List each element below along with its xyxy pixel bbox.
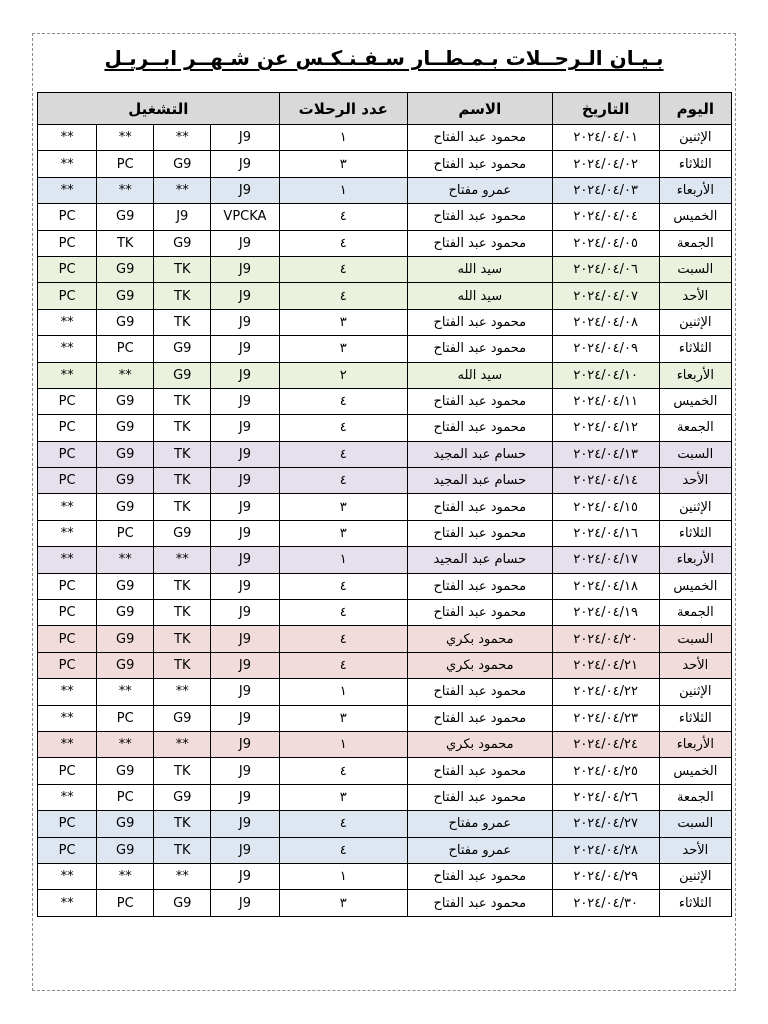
table-row [38, 204, 732, 230]
date-cell: ٢٠٢٤/٠٤/٠٢ [552, 151, 659, 177]
table-row [38, 652, 732, 678]
date-cell: ٢٠٢٤/٠٤/١٣ [552, 441, 659, 467]
name-cell: محمود عبد الفتاح [407, 125, 552, 151]
operation-cell: G9 [154, 151, 211, 177]
operation-cell: G9 [97, 652, 154, 678]
day-cell: الثلاثاء [659, 705, 731, 731]
operation-cell: J9 [211, 573, 279, 599]
flights-count-cell: ١ [279, 679, 407, 705]
operation-cell: TK [154, 494, 211, 520]
table-row [38, 309, 732, 335]
operation-cell: J9 [154, 204, 211, 230]
operation-cell: ** [38, 784, 97, 810]
operation-cell: G9 [97, 415, 154, 441]
operation-cell: PC [97, 784, 154, 810]
day-cell: السبت [659, 256, 731, 282]
date-cell: ٢٠٢٤/٠٤/٢٢ [552, 679, 659, 705]
operation-cell: PC [97, 890, 154, 916]
date-cell: ٢٠٢٤/٠٤/٢٦ [552, 784, 659, 810]
name-cell: عمرو مفتاح [407, 177, 552, 203]
operation-cell: J9 [211, 125, 279, 151]
day-cell: الثلاثاء [659, 890, 731, 916]
operation-cell: J9 [211, 890, 279, 916]
table-row [38, 468, 732, 494]
flights-count-cell: ٣ [279, 309, 407, 335]
operation-cell: J9 [211, 652, 279, 678]
operation-cell: ** [38, 705, 97, 731]
operation-cell: J9 [211, 336, 279, 362]
flights-count-cell: ٣ [279, 784, 407, 810]
operation-cell: J9 [211, 230, 279, 256]
date-cell: ٢٠٢٤/٠٤/٢٣ [552, 705, 659, 731]
flights-count-cell: ٣ [279, 705, 407, 731]
flights-count-cell: ٤ [279, 652, 407, 678]
operation-cell: PC [38, 652, 97, 678]
operation-cell: TK [154, 652, 211, 678]
operation-cell: ** [97, 863, 154, 889]
name-cell: سيد الله [407, 362, 552, 388]
table-header-row [38, 93, 732, 125]
operation-cell: J9 [211, 415, 279, 441]
table-row [38, 283, 732, 309]
date-cell: ٢٠٢٤/٠٤/١٥ [552, 494, 659, 520]
operation-cell: G9 [97, 758, 154, 784]
date-cell: ٢٠٢٤/٠٤/١٧ [552, 547, 659, 573]
name-cell: حسام عبد المجيد [407, 468, 552, 494]
table-row [38, 151, 732, 177]
operation-cell: ** [154, 731, 211, 757]
operation-cell: G9 [154, 362, 211, 388]
name-cell: محمود عبد الفتاح [407, 388, 552, 414]
operation-cell: TK [154, 283, 211, 309]
operation-cell: PC [38, 230, 97, 256]
name-cell: عمرو مفتاح [407, 811, 552, 837]
table-row [38, 494, 732, 520]
operation-cell: PC [38, 468, 97, 494]
operation-cell: TK [154, 388, 211, 414]
date-cell: ٢٠٢٤/٠٤/٠٣ [552, 177, 659, 203]
name-cell: سيد الله [407, 256, 552, 282]
operation-cell: PC [38, 204, 97, 230]
table-row [38, 441, 732, 467]
operation-cell: J9 [211, 837, 279, 863]
header-flights-count: عدد الرحلات [279, 93, 407, 125]
date-cell: ٢٠٢٤/٠٤/٠٦ [552, 256, 659, 282]
date-cell: ٢٠٢٤/٠٤/٢٠ [552, 626, 659, 652]
name-cell: عمرو مفتاح [407, 837, 552, 863]
operation-cell: G9 [97, 837, 154, 863]
operation-cell: TK [154, 573, 211, 599]
operation-cell: J9 [211, 177, 279, 203]
flights-table [37, 92, 732, 917]
operation-cell: G9 [97, 388, 154, 414]
operation-cell: J9 [211, 626, 279, 652]
operation-cell: G9 [154, 520, 211, 546]
flights-count-cell: ٤ [279, 415, 407, 441]
operation-cell: PC [38, 837, 97, 863]
name-cell: محمود عبد الفتاح [407, 679, 552, 705]
table-row [38, 547, 732, 573]
table-row [38, 230, 732, 256]
flights-count-cell: ١ [279, 547, 407, 573]
flights-count-cell: ٣ [279, 151, 407, 177]
table-row [38, 863, 732, 889]
day-cell: الخميس [659, 388, 731, 414]
operation-cell: J9 [211, 547, 279, 573]
day-cell: السبت [659, 441, 731, 467]
operation-cell: G9 [97, 283, 154, 309]
operation-cell: TK [154, 415, 211, 441]
operation-cell: ** [38, 679, 97, 705]
flights-count-cell: ١ [279, 731, 407, 757]
flights-count-cell: ١ [279, 125, 407, 151]
day-cell: الجمعة [659, 415, 731, 441]
operation-cell: ** [154, 177, 211, 203]
day-cell: الإثنين [659, 309, 731, 335]
name-cell: حسام عبد المجيد [407, 547, 552, 573]
operation-cell: PC [38, 600, 97, 626]
operation-cell: ** [38, 547, 97, 573]
operation-cell: ** [38, 731, 97, 757]
operation-cell: ** [97, 125, 154, 151]
day-cell: الأربعاء [659, 362, 731, 388]
operation-cell: J9 [211, 494, 279, 520]
operation-cell: ** [154, 125, 211, 151]
operation-cell: PC [38, 256, 97, 282]
operation-cell: PC [38, 573, 97, 599]
operation-cell: ** [154, 863, 211, 889]
name-cell: محمود عبد الفتاح [407, 573, 552, 599]
day-cell: الإثنين [659, 863, 731, 889]
name-cell: محمود عبد الفتاح [407, 494, 552, 520]
name-cell: محمود عبد الفتاح [407, 863, 552, 889]
flights-count-cell: ٤ [279, 388, 407, 414]
table-row [38, 388, 732, 414]
day-cell: الخميس [659, 204, 731, 230]
operation-cell: TK [154, 600, 211, 626]
operation-cell: ** [97, 362, 154, 388]
date-cell: ٢٠٢٤/٠٤/٠٤ [552, 204, 659, 230]
operation-cell: PC [38, 811, 97, 837]
header-name: الاسم [407, 93, 552, 125]
operation-cell: J9 [211, 784, 279, 810]
operation-cell: J9 [211, 362, 279, 388]
operation-cell: G9 [97, 600, 154, 626]
flights-count-cell: ٤ [279, 204, 407, 230]
date-cell: ٢٠٢٤/٠٤/٢١ [552, 652, 659, 678]
operation-cell: PC [38, 283, 97, 309]
day-cell: السبت [659, 811, 731, 837]
table-row [38, 705, 732, 731]
operation-cell: VPCKA [211, 204, 279, 230]
operation-cell: ** [38, 336, 97, 362]
date-cell: ٢٠٢٤/٠٤/٠٧ [552, 283, 659, 309]
flights-count-cell: ٣ [279, 336, 407, 362]
operation-cell: TK [97, 230, 154, 256]
operation-cell: J9 [211, 283, 279, 309]
operation-cell: J9 [211, 731, 279, 757]
operation-cell: PC [97, 151, 154, 177]
operation-cell: TK [154, 309, 211, 335]
operation-cell: TK [154, 441, 211, 467]
date-cell: ٢٠٢٤/٠٤/٠١ [552, 125, 659, 151]
flights-count-cell: ١ [279, 863, 407, 889]
table-row [38, 177, 732, 203]
table-row [38, 626, 732, 652]
date-cell: ٢٠٢٤/٠٤/٢٨ [552, 837, 659, 863]
operation-cell: J9 [211, 520, 279, 546]
flights-count-cell: ١ [279, 177, 407, 203]
day-cell: الإثنين [659, 679, 731, 705]
day-cell: الخميس [659, 758, 731, 784]
operation-cell: PC [97, 520, 154, 546]
table-row [38, 811, 732, 837]
operation-cell: ** [38, 177, 97, 203]
table-row [38, 758, 732, 784]
day-cell: الأحد [659, 283, 731, 309]
operation-cell: G9 [154, 784, 211, 810]
date-cell: ٢٠٢٤/٠٤/١٦ [552, 520, 659, 546]
flights-count-cell: ٣ [279, 494, 407, 520]
flights-count-cell: ٤ [279, 468, 407, 494]
table-row [38, 890, 732, 916]
name-cell: محمود عبد الفتاح [407, 151, 552, 177]
day-cell: الجمعة [659, 230, 731, 256]
name-cell: محمود عبد الفتاح [407, 784, 552, 810]
flights-count-cell: ٣ [279, 890, 407, 916]
operation-cell: TK [154, 256, 211, 282]
flights-count-cell: ٣ [279, 520, 407, 546]
operation-cell: ** [97, 547, 154, 573]
name-cell: سيد الله [407, 283, 552, 309]
operation-cell: PC [38, 758, 97, 784]
name-cell: محمود عبد الفتاح [407, 309, 552, 335]
flights-count-cell: ٤ [279, 230, 407, 256]
operation-cell: TK [154, 468, 211, 494]
day-cell: الأحد [659, 837, 731, 863]
operation-cell: J9 [211, 811, 279, 837]
operation-cell: ** [38, 151, 97, 177]
operation-cell: TK [154, 811, 211, 837]
day-cell: الثلاثاء [659, 520, 731, 546]
name-cell: محمود بكري [407, 731, 552, 757]
day-cell: الخميس [659, 573, 731, 599]
operation-cell: PC [97, 705, 154, 731]
day-cell: الثلاثاء [659, 151, 731, 177]
operation-cell: PC [38, 441, 97, 467]
header-date: التاريخ [552, 93, 659, 125]
operation-cell: ** [38, 362, 97, 388]
table-row [38, 336, 732, 362]
name-cell: محمود عبد الفتاح [407, 600, 552, 626]
operation-cell: ** [97, 731, 154, 757]
date-cell: ٢٠٢٤/٠٤/١٩ [552, 600, 659, 626]
table-row [38, 362, 732, 388]
name-cell: محمود بكري [407, 652, 552, 678]
table-row [38, 415, 732, 441]
operation-cell: J9 [211, 441, 279, 467]
date-cell: ٢٠٢٤/٠٤/٠٨ [552, 309, 659, 335]
operation-cell: J9 [211, 705, 279, 731]
date-cell: ٢٠٢٤/٠٤/٠٩ [552, 336, 659, 362]
operation-cell: J9 [211, 758, 279, 784]
flights-count-cell: ٤ [279, 837, 407, 863]
operation-cell: G9 [154, 705, 211, 731]
operation-cell: J9 [211, 468, 279, 494]
day-cell: الإثنين [659, 494, 731, 520]
operation-cell: ** [97, 679, 154, 705]
operation-cell: J9 [211, 863, 279, 889]
flights-count-cell: ٤ [279, 626, 407, 652]
operation-cell: TK [154, 837, 211, 863]
operation-cell: PC [38, 415, 97, 441]
day-cell: السبت [659, 626, 731, 652]
header-day: اليوم [659, 93, 731, 125]
operation-cell: ** [38, 494, 97, 520]
day-cell: الجمعة [659, 600, 731, 626]
day-cell: الأربعاء [659, 547, 731, 573]
operation-cell: ** [97, 177, 154, 203]
table-body [38, 125, 732, 917]
table-row [38, 731, 732, 757]
day-cell: الثلاثاء [659, 336, 731, 362]
operation-cell: TK [154, 626, 211, 652]
date-cell: ٢٠٢٤/٠٤/١٢ [552, 415, 659, 441]
day-cell: الأحد [659, 468, 731, 494]
name-cell: محمود عبد الفتاح [407, 204, 552, 230]
operation-cell: ** [38, 890, 97, 916]
flights-count-cell: ٤ [279, 441, 407, 467]
operation-cell: PC [38, 388, 97, 414]
operation-cell: J9 [211, 256, 279, 282]
flights-count-cell: ٤ [279, 600, 407, 626]
operation-cell: G9 [97, 626, 154, 652]
operation-cell: J9 [211, 151, 279, 177]
date-cell: ٢٠٢٤/٠٤/١٨ [552, 573, 659, 599]
table-row [38, 679, 732, 705]
operation-cell: J9 [211, 388, 279, 414]
operation-cell: PC [38, 626, 97, 652]
day-cell: الأربعاء [659, 177, 731, 203]
flights-count-cell: ٤ [279, 811, 407, 837]
operation-cell: ** [154, 547, 211, 573]
table-row [38, 125, 732, 151]
table-row [38, 837, 732, 863]
table-row [38, 573, 732, 599]
name-cell: محمود عبد الفتاح [407, 230, 552, 256]
date-cell: ٢٠٢٤/٠٤/٢٥ [552, 758, 659, 784]
operation-cell: TK [154, 758, 211, 784]
operation-cell: G9 [97, 204, 154, 230]
day-cell: الإثنين [659, 125, 731, 151]
day-cell: الأحد [659, 652, 731, 678]
date-cell: ٢٠٢٤/٠٤/٢٧ [552, 811, 659, 837]
operation-cell: G9 [154, 890, 211, 916]
day-cell: الجمعة [659, 784, 731, 810]
operation-cell: G9 [97, 256, 154, 282]
operation-cell: G9 [97, 573, 154, 599]
operation-cell: ** [38, 520, 97, 546]
operation-cell: ** [154, 679, 211, 705]
operation-cell: J9 [211, 679, 279, 705]
date-cell: ٢٠٢٤/٠٤/٣٠ [552, 890, 659, 916]
flights-count-cell: ٤ [279, 283, 407, 309]
operation-cell: J9 [211, 309, 279, 335]
date-cell: ٢٠٢٤/٠٤/٠٥ [552, 230, 659, 256]
date-cell: ٢٠٢٤/٠٤/٢٩ [552, 863, 659, 889]
name-cell: محمود عبد الفتاح [407, 520, 552, 546]
operation-cell: G9 [97, 309, 154, 335]
document-title: بـيـان الـرحــلات بـمـطــار سـفـنـكـس عن شـهــر ابــريـل [104, 46, 664, 70]
name-cell: حسام عبد المجيد [407, 441, 552, 467]
operation-cell: G9 [154, 230, 211, 256]
flights-count-cell: ٤ [279, 573, 407, 599]
operation-cell: G9 [154, 336, 211, 362]
name-cell: محمود عبد الفتاح [407, 415, 552, 441]
table-row [38, 600, 732, 626]
name-cell: محمود عبد الفتاح [407, 336, 552, 362]
operation-cell: G9 [97, 811, 154, 837]
name-cell: محمود عبد الفتاح [407, 758, 552, 784]
operation-cell: G9 [97, 468, 154, 494]
date-cell: ٢٠٢٤/٠٤/١١ [552, 388, 659, 414]
flights-count-cell: ٢ [279, 362, 407, 388]
flights-count-cell: ٤ [279, 758, 407, 784]
date-cell: ٢٠٢٤/٠٤/٢٤ [552, 731, 659, 757]
flights-count-cell: ٤ [279, 256, 407, 282]
table-row [38, 784, 732, 810]
operation-cell: ** [38, 863, 97, 889]
table-row [38, 256, 732, 282]
operation-cell: G9 [97, 441, 154, 467]
name-cell: محمود عبد الفتاح [407, 705, 552, 731]
date-cell: ٢٠٢٤/٠٤/١٤ [552, 468, 659, 494]
date-cell: ٢٠٢٤/٠٤/١٠ [552, 362, 659, 388]
operation-cell: J9 [211, 600, 279, 626]
operation-cell: PC [97, 336, 154, 362]
operation-cell: ** [38, 125, 97, 151]
day-cell: الأربعاء [659, 731, 731, 757]
header-operation: التشغيل [38, 93, 280, 125]
name-cell: محمود بكري [407, 626, 552, 652]
table-row [38, 520, 732, 546]
name-cell: محمود عبد الفتاح [407, 890, 552, 916]
operation-cell: ** [38, 309, 97, 335]
operation-cell: G9 [97, 494, 154, 520]
